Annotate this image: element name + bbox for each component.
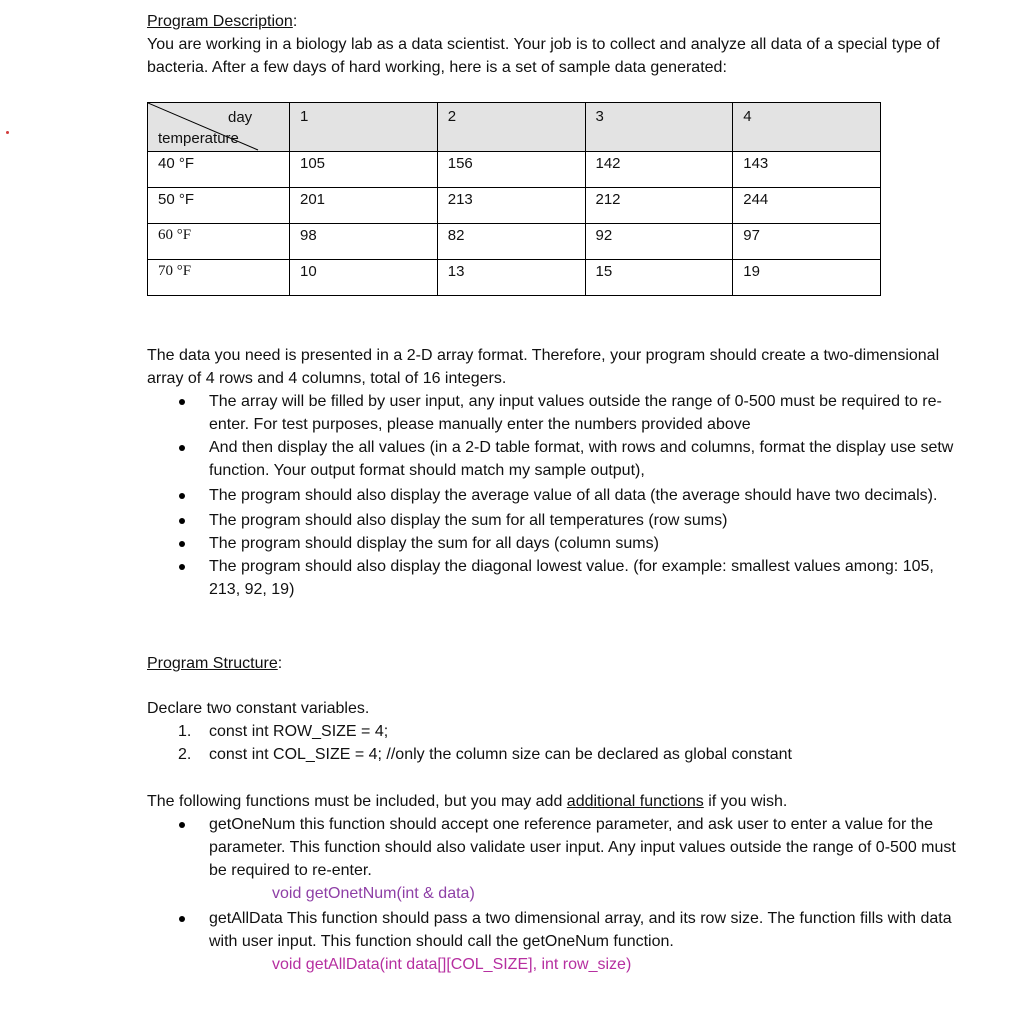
bullet-icon bbox=[179, 399, 185, 405]
bullet-icon bbox=[179, 541, 185, 547]
table-row bbox=[148, 152, 881, 188]
list-item-text: const int ROW_SIZE = 4; bbox=[209, 723, 389, 740]
bullet-icon bbox=[179, 822, 185, 828]
functions-list bbox=[147, 813, 967, 882]
list-item-text: const int COL_SIZE = 4; //only the column size can be declared as global constant bbox=[209, 746, 792, 763]
list-item-text: The program should also display the average value of all data (the average should have two decimals). bbox=[209, 487, 938, 504]
temperature-label: 70 °F bbox=[148, 260, 290, 296]
table-row bbox=[148, 188, 881, 224]
margin-marker bbox=[6, 131, 9, 134]
corner-temperature-label: temperature bbox=[158, 130, 239, 147]
list-item bbox=[147, 907, 967, 953]
functions-intro-text: if you wish. bbox=[703, 793, 788, 810]
table-header-row bbox=[148, 103, 881, 152]
description-heading-line bbox=[147, 10, 967, 33]
list-item-text: The program should also display the diagonal lowest value. (for example: smallest values among: 105, 213, 92, 19) bbox=[209, 558, 934, 598]
structure-heading: Program Structure bbox=[147, 655, 278, 672]
table-cell: 19 bbox=[733, 260, 881, 296]
bullet-icon bbox=[179, 518, 185, 524]
list-item bbox=[147, 743, 967, 766]
day-header: 2 bbox=[437, 103, 585, 152]
table-cell: 201 bbox=[290, 188, 438, 224]
table-cell: 13 bbox=[437, 260, 585, 296]
program-description bbox=[147, 10, 967, 79]
table-cell: 244 bbox=[733, 188, 881, 224]
list-item bbox=[147, 555, 967, 601]
table-cell: 143 bbox=[733, 152, 881, 188]
table-cell: 15 bbox=[585, 260, 733, 296]
list-item bbox=[147, 509, 967, 532]
temperature-label: 50 °F bbox=[148, 188, 290, 224]
table-cell: 10 bbox=[290, 260, 438, 296]
list-item bbox=[147, 390, 967, 436]
list-item bbox=[147, 813, 967, 882]
table-cell: 98 bbox=[290, 224, 438, 260]
functions-intro-text: The following functions must be included, but you may add bbox=[147, 793, 567, 810]
heading-colon: : bbox=[277, 655, 283, 672]
function-signature: void getAllData(int data[][COL_SIZE], int row_size) bbox=[272, 956, 632, 973]
corner-day-label: day bbox=[228, 109, 253, 126]
table-cell: 156 bbox=[437, 152, 585, 188]
bullet-icon bbox=[179, 493, 185, 499]
requirements-list bbox=[147, 390, 967, 601]
table-cell: 212 bbox=[585, 188, 733, 224]
function-signature: void getOnetNum(int & data) bbox=[272, 885, 475, 902]
temperature-label: 60 °F bbox=[148, 224, 290, 260]
bullet-icon bbox=[179, 564, 185, 570]
list-item bbox=[147, 436, 967, 482]
functions-list bbox=[147, 907, 967, 953]
corner-cell bbox=[148, 103, 290, 152]
table-row bbox=[148, 224, 881, 260]
heading-colon: : bbox=[292, 13, 298, 30]
program-structure-section bbox=[147, 652, 967, 976]
list-item-text: The program should display the sum for all days (column sums) bbox=[209, 535, 659, 552]
day-header: 3 bbox=[585, 103, 733, 152]
day-header: 1 bbox=[290, 103, 438, 152]
table-cell: 213 bbox=[437, 188, 585, 224]
bullet-icon bbox=[179, 445, 185, 451]
day-header: 4 bbox=[733, 103, 881, 152]
list-item-text: And then display the all values (in a 2-D table format, with rows and columns, format the display use setw function. Your output format should match my sample output), bbox=[209, 439, 954, 479]
table-cell: 82 bbox=[437, 224, 585, 260]
requirements-section bbox=[147, 344, 967, 601]
list-item-text: The program should also display the sum for all temperatures (row sums) bbox=[209, 512, 728, 529]
list-item bbox=[147, 532, 967, 555]
bacteria-data-table bbox=[147, 102, 881, 296]
list-item bbox=[147, 720, 967, 743]
table-row bbox=[148, 260, 881, 296]
list-item-text: getAllData This function should pass a two dimensional array, and its row size. The function fills with data with user input. This function should call the getOneNum function. bbox=[209, 910, 952, 950]
constants-list bbox=[147, 720, 967, 766]
table-cell: 105 bbox=[290, 152, 438, 188]
description-paragraph: You are working in a biology lab as a data scientist. Your job is to collect and analyze all data of a special type of bacteria. After a few days of hard working, here is a set of sample data generated: bbox=[147, 36, 940, 76]
list-item bbox=[147, 484, 967, 507]
table-cell: 97 bbox=[733, 224, 881, 260]
declare-intro: Declare two constant variables. bbox=[147, 700, 370, 717]
list-item-text: The array will be filled by user input, any input values outside the range of 0-500 must be required to re-enter. For test purposes, please manually enter the numbers provided above bbox=[209, 393, 942, 433]
list-number: 2. bbox=[178, 746, 192, 763]
table-cell: 92 bbox=[585, 224, 733, 260]
list-item-text: getOneNum this function should accept one reference parameter, and ask user to enter a value for the parameter. This function should also validate user input. Any input values outside the range of 0-500 must be required to re-enter. bbox=[209, 816, 956, 879]
functions-intro bbox=[147, 790, 967, 813]
bullet-icon bbox=[179, 916, 185, 922]
list-number: 1. bbox=[178, 723, 192, 740]
additional-functions-text: additional functions bbox=[566, 793, 704, 810]
table-cell: 142 bbox=[585, 152, 733, 188]
requirements-intro: The data you need is presented in a 2-D array format. Therefore, your program should create a two-dimensional array of 4 rows and 4 columns, total of 16 integers. bbox=[147, 347, 940, 387]
description-heading: Program Description bbox=[147, 13, 293, 30]
structure-heading-line bbox=[147, 652, 967, 675]
temperature-label: 40 °F bbox=[148, 152, 290, 188]
